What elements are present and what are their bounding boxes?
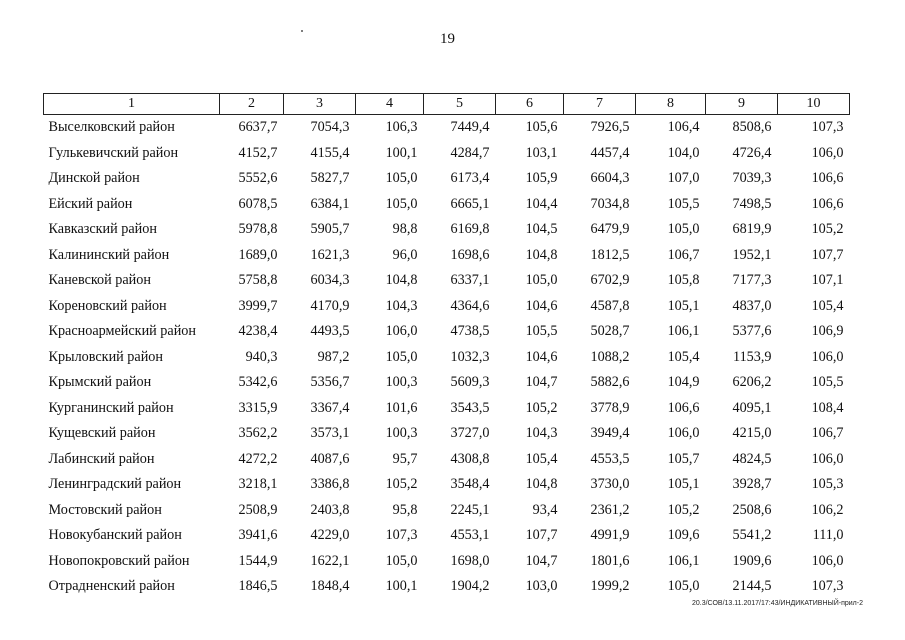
cell-col-8: 106,6 bbox=[667, 399, 700, 416]
cell-col-7: 4553,5 bbox=[590, 450, 630, 467]
cell-col-9: 1153,9 bbox=[733, 348, 772, 365]
cell-col-5: 4738,5 bbox=[450, 323, 490, 340]
cell-col-8: 104,0 bbox=[667, 144, 700, 161]
cell-col-9: 7498,5 bbox=[732, 195, 772, 212]
cell-col-10: 105,4 bbox=[811, 297, 844, 314]
cell-col-10: 106,0 bbox=[811, 144, 844, 161]
cell-col-9: 5377,6 bbox=[732, 323, 772, 340]
cell-col-9: 8508,6 bbox=[732, 119, 772, 136]
cell-col-10: 107,3 bbox=[811, 119, 844, 136]
cell-col-5: 1698,6 bbox=[450, 246, 490, 263]
cell-col-4: 106,0 bbox=[385, 323, 418, 340]
cell-col-6: 104,8 bbox=[525, 246, 558, 263]
cell-col-4: 107,3 bbox=[385, 527, 418, 544]
district-name: Крыловский район bbox=[48, 348, 163, 365]
district-name: Калининский район bbox=[48, 246, 170, 263]
cell-col-9: 4837,0 bbox=[732, 297, 772, 314]
cell-col-4: 105,0 bbox=[385, 552, 418, 569]
cell-col-2: 5758,8 bbox=[238, 272, 278, 289]
stray-dot bbox=[301, 30, 303, 32]
cell-col-4: 104,3 bbox=[385, 297, 418, 314]
cell-col-6: 105,9 bbox=[525, 170, 558, 187]
footer-code: 20.3/СОВ/13.11.2017/17:43/ИНДИКАТИВНЫЙ-прил-2 bbox=[691, 600, 863, 607]
cell-col-7: 1801,6 bbox=[590, 552, 630, 569]
cell-col-9: 3928,7 bbox=[732, 476, 772, 493]
cell-col-7: 5882,6 bbox=[590, 374, 630, 391]
cell-col-4: 100,3 bbox=[385, 425, 418, 442]
cell-col-6: 93,4 bbox=[532, 501, 558, 518]
table-row bbox=[44, 523, 850, 549]
cell-col-10: 105,3 bbox=[811, 476, 844, 493]
cell-col-3: 6384,1 bbox=[310, 195, 350, 212]
cell-col-10: 106,0 bbox=[811, 552, 844, 569]
cell-col-8: 106,7 bbox=[667, 246, 700, 263]
cell-col-9: 1909,6 bbox=[732, 552, 772, 569]
cell-col-2: 6078,5 bbox=[238, 195, 278, 212]
cell-col-3: 1621,3 bbox=[310, 246, 350, 263]
cell-col-10: 107,3 bbox=[811, 578, 844, 595]
cell-col-2: 940,3 bbox=[245, 348, 278, 365]
table-row bbox=[44, 192, 850, 218]
cell-col-8: 109,6 bbox=[667, 527, 700, 544]
cell-col-7: 6604,3 bbox=[590, 170, 630, 187]
cell-col-3: 2403,8 bbox=[310, 501, 350, 518]
cell-col-3: 4229,0 bbox=[310, 527, 350, 544]
cell-col-7: 1812,5 bbox=[590, 246, 630, 263]
cell-col-7: 2361,2 bbox=[590, 501, 630, 518]
cell-col-4: 100,1 bbox=[385, 578, 418, 595]
table-body bbox=[44, 115, 850, 600]
cell-col-5: 5609,3 bbox=[450, 374, 490, 391]
table-row bbox=[44, 447, 850, 473]
cell-col-5: 6665,1 bbox=[450, 195, 490, 212]
cell-col-5: 6169,8 bbox=[450, 221, 490, 238]
district-name: Красноармейский район bbox=[48, 323, 196, 340]
cell-col-9: 4726,4 bbox=[732, 144, 772, 161]
cell-col-3: 7054,3 bbox=[310, 119, 350, 136]
cell-col-5: 1698,0 bbox=[450, 552, 490, 569]
page-number: 19 bbox=[440, 31, 455, 47]
table-row bbox=[44, 345, 850, 371]
cell-col-4: 101,6 bbox=[385, 399, 418, 416]
cell-col-9: 7177,3 bbox=[732, 272, 772, 289]
district-name: Кореновский район bbox=[48, 297, 167, 314]
cell-col-2: 3999,7 bbox=[238, 297, 278, 314]
cell-col-4: 105,0 bbox=[385, 348, 418, 365]
cell-col-6: 105,5 bbox=[525, 323, 558, 340]
cell-col-9: 1952,1 bbox=[732, 246, 772, 263]
cell-col-3: 4170,9 bbox=[310, 297, 350, 314]
cell-col-7: 3949,4 bbox=[590, 425, 630, 442]
cell-col-5: 1032,3 bbox=[450, 348, 490, 365]
cell-col-8: 105,0 bbox=[667, 221, 700, 238]
cell-col-10: 108,4 bbox=[811, 399, 844, 416]
table-row bbox=[44, 396, 850, 422]
cell-col-3: 3367,4 bbox=[310, 399, 350, 416]
cell-col-3: 4155,4 bbox=[310, 144, 350, 161]
cell-col-5: 1904,2 bbox=[450, 578, 490, 595]
district-name: Отрадненский район bbox=[48, 578, 175, 595]
cell-col-2: 2508,9 bbox=[238, 501, 278, 518]
district-name: Ейский район bbox=[48, 195, 133, 212]
table-row bbox=[44, 421, 850, 447]
cell-col-8: 106,4 bbox=[667, 119, 700, 136]
cell-col-10: 106,6 bbox=[811, 195, 844, 212]
table-row bbox=[44, 243, 850, 269]
cell-col-8: 106,0 bbox=[667, 425, 700, 442]
cell-col-9: 4824,5 bbox=[732, 450, 772, 467]
district-name: Каневской район bbox=[48, 272, 151, 289]
column-header-8: 8 bbox=[636, 94, 706, 115]
cell-col-4: 106,3 bbox=[385, 119, 418, 136]
table-row bbox=[44, 549, 850, 575]
cell-col-7: 3778,9 bbox=[590, 399, 630, 416]
cell-col-6: 103,1 bbox=[525, 144, 558, 161]
cell-col-6: 105,2 bbox=[525, 399, 558, 416]
cell-col-10: 106,9 bbox=[811, 323, 844, 340]
table-row bbox=[44, 319, 850, 345]
cell-col-3: 5827,7 bbox=[310, 170, 350, 187]
cell-col-9: 5541,2 bbox=[732, 527, 772, 544]
cell-col-9: 4095,1 bbox=[732, 399, 772, 416]
cell-col-5: 3727,0 bbox=[450, 425, 490, 442]
cell-col-3: 1848,4 bbox=[310, 578, 350, 595]
cell-col-10: 106,0 bbox=[811, 450, 844, 467]
cell-col-7: 7034,8 bbox=[590, 195, 630, 212]
cell-col-4: 105,0 bbox=[385, 195, 418, 212]
cell-col-9: 2508,6 bbox=[732, 501, 772, 518]
district-name: Кущевский район bbox=[48, 425, 156, 442]
cell-col-4: 105,2 bbox=[385, 476, 418, 493]
cell-col-6: 104,3 bbox=[525, 425, 558, 442]
column-header-2: 2 bbox=[220, 94, 284, 115]
cell-col-10: 107,1 bbox=[811, 272, 844, 289]
cell-col-5: 4284,7 bbox=[450, 144, 490, 161]
cell-col-2: 4272,2 bbox=[238, 450, 278, 467]
cell-col-5: 3548,4 bbox=[450, 476, 490, 493]
cell-col-2: 1846,5 bbox=[238, 578, 278, 595]
table-row bbox=[44, 268, 850, 294]
cell-col-8: 105,2 bbox=[667, 501, 700, 518]
cell-col-8: 106,1 bbox=[667, 552, 700, 569]
cell-col-8: 105,8 bbox=[667, 272, 700, 289]
cell-col-8: 104,9 bbox=[667, 374, 700, 391]
cell-col-2: 4238,4 bbox=[238, 323, 278, 340]
cell-col-6: 103,0 bbox=[525, 578, 558, 595]
cell-col-8: 105,1 bbox=[667, 476, 700, 493]
cell-col-8: 105,7 bbox=[667, 450, 700, 467]
column-header-5: 5 bbox=[424, 94, 496, 115]
cell-col-7: 4991,9 bbox=[590, 527, 630, 544]
cell-col-8: 105,0 bbox=[667, 578, 700, 595]
cell-col-2: 3941,6 bbox=[238, 527, 278, 544]
table-row bbox=[44, 370, 850, 396]
header-row bbox=[44, 94, 850, 115]
cell-col-6: 104,6 bbox=[525, 297, 558, 314]
district-name: Новокубанский район bbox=[48, 527, 182, 544]
cell-col-4: 96,0 bbox=[392, 246, 418, 263]
cell-col-6: 104,4 bbox=[525, 195, 558, 212]
column-header-7: 7 bbox=[564, 94, 636, 115]
cell-col-3: 987,2 bbox=[317, 348, 350, 365]
cell-col-6: 104,7 bbox=[525, 552, 558, 569]
column-header-10: 10 bbox=[778, 94, 850, 115]
cell-col-2: 5978,8 bbox=[238, 221, 278, 238]
table-row bbox=[44, 294, 850, 320]
cell-col-3: 4087,6 bbox=[310, 450, 350, 467]
district-name: Мостовский район bbox=[48, 501, 162, 518]
cell-col-9: 6819,9 bbox=[732, 221, 772, 238]
cell-col-5: 4553,1 bbox=[450, 527, 490, 544]
cell-col-5: 4308,8 bbox=[450, 450, 490, 467]
cell-col-2: 5342,6 bbox=[238, 374, 278, 391]
district-name: Кавказский район bbox=[48, 221, 157, 238]
cell-col-4: 95,7 bbox=[392, 450, 418, 467]
table-row bbox=[44, 115, 850, 141]
cell-col-10: 106,7 bbox=[811, 425, 844, 442]
cell-col-5: 3543,5 bbox=[450, 399, 490, 416]
cell-col-2: 5552,6 bbox=[238, 170, 278, 187]
cell-col-7: 7926,5 bbox=[590, 119, 630, 136]
district-name: Динской район bbox=[48, 170, 140, 187]
cell-col-5: 7449,4 bbox=[450, 119, 490, 136]
cell-col-5: 2245,1 bbox=[450, 501, 490, 518]
column-header-4: 4 bbox=[356, 94, 424, 115]
column-header-9: 9 bbox=[706, 94, 778, 115]
cell-col-5: 6173,4 bbox=[450, 170, 490, 187]
cell-col-7: 1999,2 bbox=[590, 578, 630, 595]
cell-col-7: 3730,0 bbox=[590, 476, 630, 493]
table-row bbox=[44, 498, 850, 524]
cell-col-4: 104,8 bbox=[385, 272, 418, 289]
data-table bbox=[43, 93, 850, 600]
cell-col-10: 106,2 bbox=[811, 501, 844, 518]
cell-col-2: 3315,9 bbox=[238, 399, 278, 416]
cell-col-2: 3218,1 bbox=[238, 476, 278, 493]
table-row bbox=[44, 472, 850, 498]
cell-col-7: 4457,4 bbox=[590, 144, 630, 161]
cell-col-6: 104,5 bbox=[525, 221, 558, 238]
cell-col-6: 104,8 bbox=[525, 476, 558, 493]
cell-col-2: 1689,0 bbox=[238, 246, 278, 263]
cell-col-2: 3562,2 bbox=[238, 425, 278, 442]
cell-col-8: 107,0 bbox=[667, 170, 700, 187]
cell-col-9: 7039,3 bbox=[732, 170, 772, 187]
cell-col-2: 1544,9 bbox=[238, 552, 278, 569]
district-name: Выселковский район bbox=[48, 119, 175, 136]
cell-col-3: 6034,3 bbox=[310, 272, 350, 289]
cell-col-10: 105,5 bbox=[811, 374, 844, 391]
cell-col-5: 4364,6 bbox=[450, 297, 490, 314]
cell-col-3: 3573,1 bbox=[310, 425, 350, 442]
cell-col-8: 106,1 bbox=[667, 323, 700, 340]
district-name: Новопокровский район bbox=[48, 552, 190, 569]
cell-col-10: 111,0 bbox=[812, 527, 844, 544]
cell-col-9: 4215,0 bbox=[732, 425, 772, 442]
cell-col-4: 100,1 bbox=[385, 144, 418, 161]
cell-col-9: 2144,5 bbox=[732, 578, 772, 595]
table-row bbox=[44, 217, 850, 243]
cell-col-10: 105,2 bbox=[811, 221, 844, 238]
cell-col-7: 1088,2 bbox=[590, 348, 630, 365]
cell-col-6: 104,6 bbox=[525, 348, 558, 365]
cell-col-3: 1622,1 bbox=[310, 552, 350, 569]
district-name: Курганинский район bbox=[48, 399, 174, 416]
cell-col-6: 105,4 bbox=[525, 450, 558, 467]
column-header-1: 1 bbox=[44, 94, 220, 115]
cell-col-4: 100,3 bbox=[385, 374, 418, 391]
cell-col-9: 6206,2 bbox=[732, 374, 772, 391]
cell-col-6: 107,7 bbox=[525, 527, 558, 544]
cell-col-8: 105,5 bbox=[667, 195, 700, 212]
cell-col-3: 3386,8 bbox=[310, 476, 350, 493]
cell-col-6: 105,0 bbox=[525, 272, 558, 289]
cell-col-7: 6479,9 bbox=[590, 221, 630, 238]
cell-col-3: 5356,7 bbox=[310, 374, 350, 391]
cell-col-10: 106,0 bbox=[811, 348, 844, 365]
district-name: Гулькевичский район bbox=[48, 144, 179, 161]
cell-col-6: 104,7 bbox=[525, 374, 558, 391]
district-name: Крымский район bbox=[48, 374, 152, 391]
cell-col-4: 98,8 bbox=[392, 221, 418, 238]
district-name: Ленинградский район bbox=[48, 476, 182, 493]
cell-col-2: 6637,7 bbox=[238, 119, 278, 136]
table-row bbox=[44, 141, 850, 167]
cell-col-3: 4493,5 bbox=[310, 323, 350, 340]
cell-col-10: 106,6 bbox=[811, 170, 844, 187]
cell-col-3: 5905,7 bbox=[310, 221, 350, 238]
cell-col-2: 4152,7 bbox=[238, 144, 278, 161]
cell-col-7: 5028,7 bbox=[590, 323, 630, 340]
cell-col-5: 6337,1 bbox=[450, 272, 490, 289]
cell-col-7: 6702,9 bbox=[590, 272, 630, 289]
cell-col-8: 105,4 bbox=[667, 348, 700, 365]
cell-col-8: 105,1 bbox=[667, 297, 700, 314]
column-header-6: 6 bbox=[496, 94, 564, 115]
cell-col-6: 105,6 bbox=[525, 119, 558, 136]
cell-col-4: 105,0 bbox=[385, 170, 418, 187]
table-row bbox=[44, 574, 850, 600]
cell-col-7: 4587,8 bbox=[590, 297, 630, 314]
cell-col-10: 107,7 bbox=[811, 246, 844, 263]
cell-col-4: 95,8 bbox=[392, 501, 418, 518]
table-row bbox=[44, 166, 850, 192]
column-header-3: 3 bbox=[284, 94, 356, 115]
district-name: Лабинский район bbox=[48, 450, 155, 467]
